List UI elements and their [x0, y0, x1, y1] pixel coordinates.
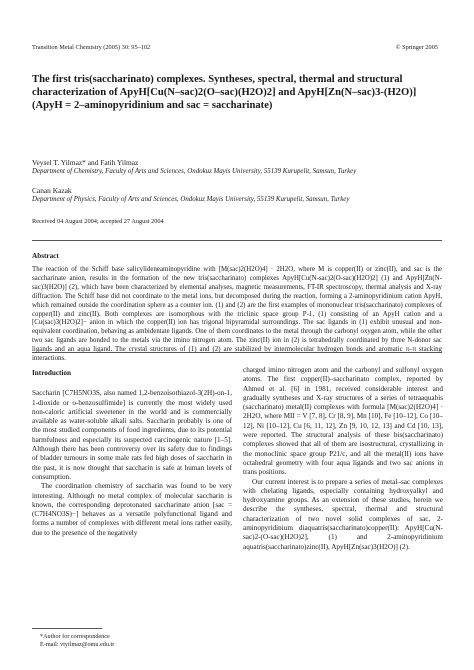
intro-paragraph: charged imino nitrogen atom and the carbonyl and sulfonyl oxygen atoms. The first copper(II)–saccharinato complex, reported by Ahmed et al. [6] in 1981, received considerable interest and gradually syntheses and X-ray structures of a series of tetraaquabis (saccharinato) metal(II) complexes with formula [M(sac)2(H2O)4] · 2H2O, where MII = V [7, 8], Cr [8, 9], Mn [10], Fe [10–12], Co [10–12], Ni [10–12], Cu [6, 11, 12], Zn [9, 10, 12, 13] and Cd [10, 13], were reported. The structural analysis of these bis(saccharinato) complexes showed that all of them are isostructural, crystallizing in the monoclinic space group P21/c, and all the metal(II) ions have octahedral geometry with four aqua ligands and two sac anions in trans positions.: [243, 366, 443, 477]
left-column: [32, 366, 232, 538]
abstract-heading: Abstract: [32, 252, 59, 260]
publisher-copyright: © Springer 2005: [395, 44, 438, 51]
author-affiliation-1: Department of Chemistry, Faculty of Arts and Sciences, Ondokuz Mayis University, 55139 Kurupelit, Samsun, Turkey: [32, 168, 357, 176]
footnote: [32, 628, 232, 649]
abstract-divider: [32, 352, 442, 353]
author-block: [32, 158, 452, 205]
author-names-1: Veysel T. Yilmaz* and Fatih Yilmaz: [32, 158, 139, 167]
author-affiliation-2: Department of Physics, Faculty of Arts and Sciences, Ondokuz Mayis University, 55139 Kurupelit, Samsun, Turkey: [32, 196, 350, 204]
intro-paragraph: The coordination chemistry of saccharin was found to be very interesting. Although no metal complex of molecular saccharin is known, the corresponding deprotonated saccharinate anion [sac = (C7H4NO3S)−] behaves as a versatile polyfunctional ligand and forms a number of complexes with different metal ions rather easily, due to the presence of the negatively: [32, 482, 232, 537]
received-dates: Received 04 August 2004; accepted 27 August 2004: [32, 218, 164, 225]
right-column: [243, 366, 443, 552]
intro-paragraph: Our current interest is to prepare a series of metal–sac complexes with chelating ligands, especially containing hydroxyalkyl and hydroxyamine groups. As an extension of these studies, herein we describe the syntheses, spectral, thermal and structural characterization of two novel solid complexes of sac, 2-aminopyridinium diaquatris(saccharinato)copper(II): ApyH[Cu(N-sac)2-(O-sac)(H2O)2], (1) and 2-aminopyridinium aquatris(saccharinato)zinc(II), ApyH[Zn(sac)3(H2O)] (2).: [243, 477, 443, 551]
article-title: The first tris(saccharinato) complexes. Syntheses, spectral, thermal and structural characterization of ApyH[Cu(N–sac)2(O–sac)(H2O)2] and ApyH[Zn(N–sac)3-(H2O)] (ApyH = 2–aminopyridinium and sac = saccharinate): [32, 74, 417, 111]
header-divider: [32, 240, 442, 241]
intro-paragraph: Saccharin [C7H5NO3S, also named 1,2-benzoisothiazol-3(2H)-on-1, 1-dioxide or o-benzosulfimide] is currently the most widely used non-caloric artificial sweetener in the world and is commercially available as water-soluble alkali salts. Saccharin probably is one of the most studied components of food ingredients, due to its potential harmfulness and especially its suspected carcinogenic nature [1–5]. Although there has been controversy over its safety due to findings of bladder tumours in some male rats fed high doses of saccharin in the past, it is now thought that saccharin is safe at human levels of consumption.: [32, 389, 232, 481]
footnote-rule: [32, 628, 102, 629]
journal-citation: Transition Metal Chemistry (2005) 30: 95–102: [32, 44, 151, 51]
introduction-heading: Introduction: [32, 369, 72, 377]
author-names-2: Canan Kazak: [32, 185, 72, 195]
correspondence-note: *Author for correspondence: [40, 633, 110, 640]
abstract-text: The reaction of the Schiff base salicylideneaminopyridine with [M(sac)2(H2O)4] · 2H2O, where M is copper(II) or zinc(II), and sac is the saccharinate anion, results in the formation of the new tris(saccharinato) complexes ApyH[Cu(N-sac)2(O-sac)(H2O)2] (1) and ApyH[Zn(N-sac)3(H2O)] (2), which have been characterized by elemental analyses, magnetic measurements, FT-IR spectroscopy, thermal analysis and X-ray diffraction. The Schiff base did not coordinate to the metal ions, but decomposed during the reaction, forming a 2-aminopyridinium cation ApyH, which remained outside the coordination sphere as a counter ion. (1) and (2) are the first examples of mononuclear tris(saccharinato) complexes of copper(II) and zinc(II). Both complexes are isomorphous with the triclinic space group P-1, (1) consisting of an ApyH cation and a [Cu(sac)3(H2O)2]− anion in which the copper(II) ion has trigonal bipyramidal surroundings. The sac ligands in (1) exhibit unusual and non-equivalent coordination, behaving as ambidentate ligands. One of them coordinates to the metal through the carbonyl oxygen atom, while the other two sac ligands are bonded to the metals via the imino nitrogen atom. The zinc(II) ion in (2) is tetrahedrally coordinated by three N-donor sac ligands and an aqua ligand. The crystal structures of (1) and (2) are stabilized by intermolecular hydrogen bonds and aromatic π–π stacking interactions.: [32, 266, 442, 363]
author-email: E-mail: vtyilmaz@omu.edu.tr: [40, 641, 115, 648]
